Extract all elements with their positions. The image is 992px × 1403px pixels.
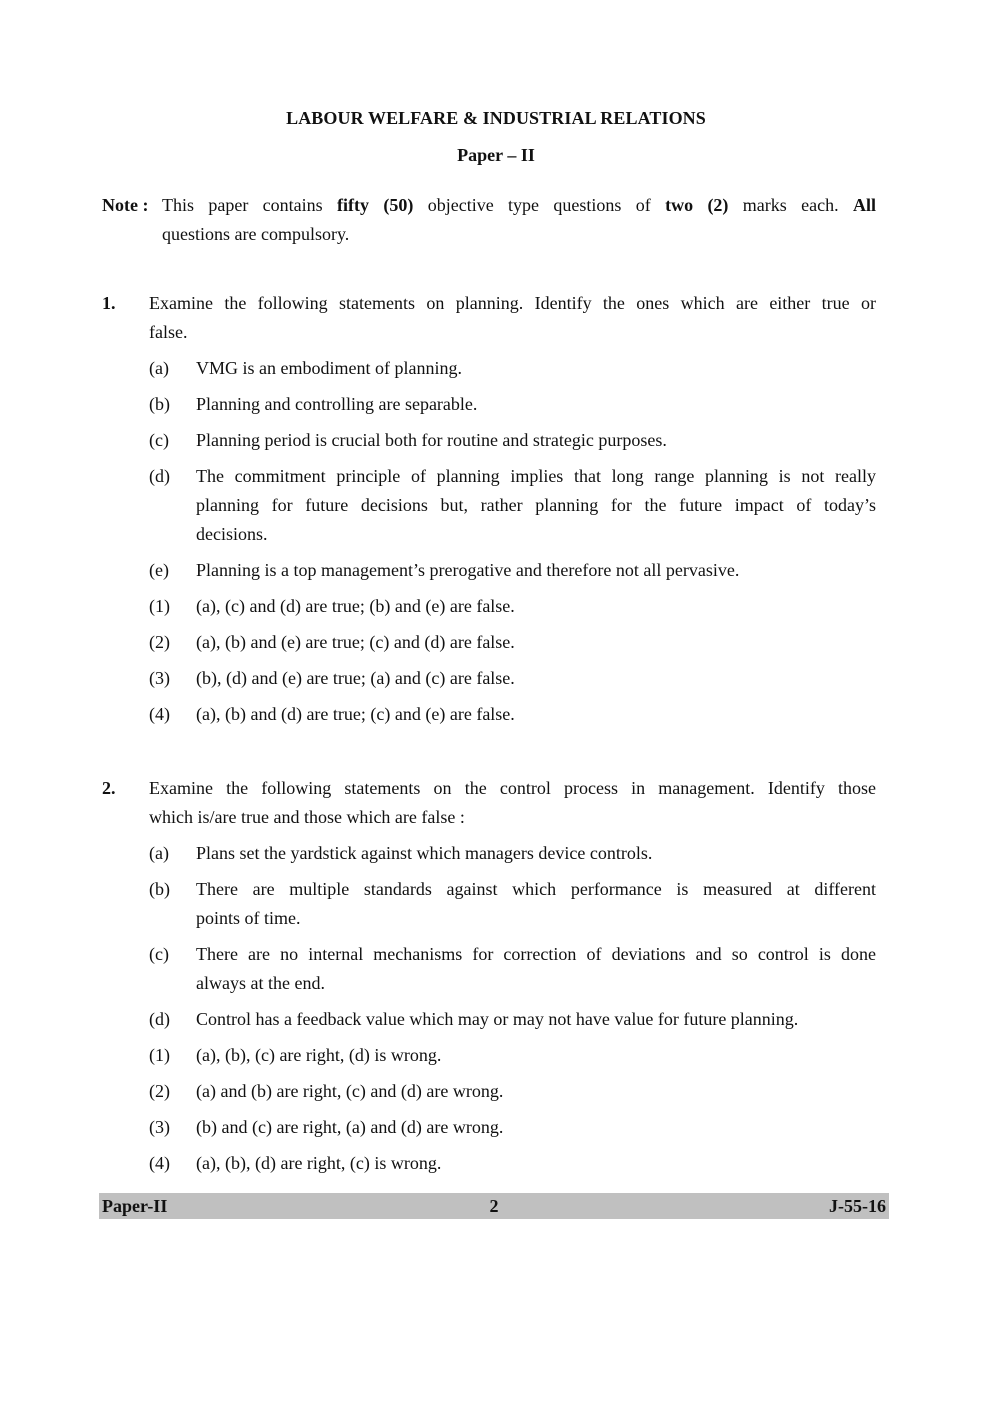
footer-page-number: 2 bbox=[489, 1196, 499, 1216]
statement-label: (e) bbox=[149, 560, 169, 580]
note-text-part: This paper contains bbox=[162, 195, 338, 215]
statement-item bbox=[149, 940, 876, 998]
statement-item bbox=[149, 390, 876, 419]
option-label: (3) bbox=[149, 668, 170, 688]
statement-item bbox=[149, 462, 876, 549]
option-label: (2) bbox=[149, 1081, 170, 1101]
statement-item bbox=[149, 1005, 876, 1034]
option-text: (a), (b), (d) are right, (c) is wrong. bbox=[196, 1153, 442, 1173]
question-stem bbox=[149, 774, 876, 832]
statement-label: (b) bbox=[149, 879, 170, 899]
option-label: (4) bbox=[149, 1153, 170, 1173]
option-text: (b), (d) and (e) are true; (a) and (c) are false. bbox=[196, 668, 515, 688]
statement-text: The commitment principle of planning implies that long range planning is not really bbox=[196, 466, 876, 486]
statement-text: There are no internal mechanisms for correction of deviations and so control is done bbox=[196, 944, 876, 964]
answer-option-1[interactable] bbox=[149, 1041, 876, 1070]
stem-line: false. bbox=[149, 322, 188, 342]
statement-label: (c) bbox=[149, 430, 169, 450]
question-stem bbox=[149, 289, 876, 347]
statement-label: (d) bbox=[149, 466, 170, 486]
statement-item bbox=[149, 426, 876, 455]
statement-text: points of time. bbox=[196, 908, 301, 928]
page-title: LABOUR WELFARE & INDUSTRIAL RELATIONS bbox=[286, 108, 706, 128]
answer-option-3[interactable] bbox=[149, 664, 876, 693]
page-footer bbox=[99, 1193, 889, 1219]
statement-label: (c) bbox=[149, 944, 169, 964]
option-text: (a), (b), (c) are right, (d) is wrong. bbox=[196, 1045, 442, 1065]
option-text: (a), (c) and (d) are true; (b) and (e) are false. bbox=[196, 596, 515, 616]
option-text: (b) and (c) are right, (a) and (d) are wrong. bbox=[196, 1117, 504, 1137]
answer-option-3[interactable] bbox=[149, 1113, 876, 1142]
option-text: (a) and (b) are right, (c) and (d) are wrong. bbox=[196, 1081, 504, 1101]
statement-item bbox=[149, 354, 876, 383]
statement-item bbox=[149, 839, 876, 868]
note-line-1 bbox=[162, 191, 876, 220]
question-number: 2. bbox=[102, 778, 116, 798]
note-bold-all: All bbox=[852, 195, 876, 215]
statement-label: (a) bbox=[149, 358, 169, 378]
note-text-part: marks each. bbox=[728, 195, 853, 215]
instructions-note bbox=[102, 191, 876, 249]
option-label: (3) bbox=[149, 1117, 170, 1137]
option-text: (a), (b) and (e) are true; (c) and (d) are false. bbox=[196, 632, 515, 652]
option-text: (a), (b) and (d) are true; (c) and (e) are false. bbox=[196, 704, 515, 724]
statement-text: Plans set the yardstick against which managers device controls. bbox=[196, 843, 653, 863]
option-label: (2) bbox=[149, 632, 170, 652]
question-number: 1. bbox=[102, 293, 116, 313]
note-line-2: questions are compulsory. bbox=[162, 224, 350, 244]
statement-label: (d) bbox=[149, 1009, 170, 1029]
note-text-part: objective type questions of bbox=[413, 195, 666, 215]
option-label: (4) bbox=[149, 704, 170, 724]
answer-option-4[interactable] bbox=[149, 700, 876, 729]
answer-option-1[interactable] bbox=[149, 592, 876, 621]
option-label: (1) bbox=[149, 1045, 170, 1065]
answer-option-2[interactable] bbox=[149, 628, 876, 657]
note-bold-count: fifty (50) bbox=[337, 195, 414, 215]
footer-exam-code: J-55-16 bbox=[829, 1196, 886, 1216]
statement-text: Planning is a top management’s prerogative and therefore not all pervasive. bbox=[196, 560, 740, 580]
stem-line: Examine the following statements on planning. Identify the ones which are either true or bbox=[149, 293, 876, 313]
note-bold-marks: two (2) bbox=[665, 195, 729, 215]
statement-text: There are multiple standards against which performance is measured at different bbox=[196, 879, 876, 899]
question-1 bbox=[102, 289, 876, 729]
statement-item bbox=[149, 556, 876, 585]
statement-label: (a) bbox=[149, 843, 169, 863]
footer-paper-label: Paper-II bbox=[102, 1196, 168, 1216]
note-label: Note : bbox=[102, 195, 149, 215]
answer-option-4[interactable] bbox=[149, 1149, 876, 1178]
option-label: (1) bbox=[149, 596, 170, 616]
statement-text: decisions. bbox=[196, 524, 268, 544]
answer-option-2[interactable] bbox=[149, 1077, 876, 1106]
statement-text: always at the end. bbox=[196, 973, 325, 993]
statement-text: planning for future decisions but, rather planning for the future impact of today’s bbox=[196, 495, 876, 515]
question-2 bbox=[102, 774, 876, 1178]
stem-line: which is/are true and those which are false : bbox=[149, 807, 465, 827]
statement-text: Planning and controlling are separable. bbox=[196, 394, 478, 414]
stem-line: Examine the following statements on the control process in management. Identify those bbox=[149, 778, 876, 798]
statement-text: VMG is an embodiment of planning. bbox=[196, 358, 462, 378]
statement-item bbox=[149, 875, 876, 933]
note-text bbox=[162, 191, 876, 249]
paper-subtitle: Paper – II bbox=[457, 145, 535, 165]
statement-text: Control has a feedback value which may or may not have value for future planning. bbox=[196, 1009, 799, 1029]
statement-text: Planning period is crucial both for routine and strategic purposes. bbox=[196, 430, 667, 450]
statement-label: (b) bbox=[149, 394, 170, 414]
